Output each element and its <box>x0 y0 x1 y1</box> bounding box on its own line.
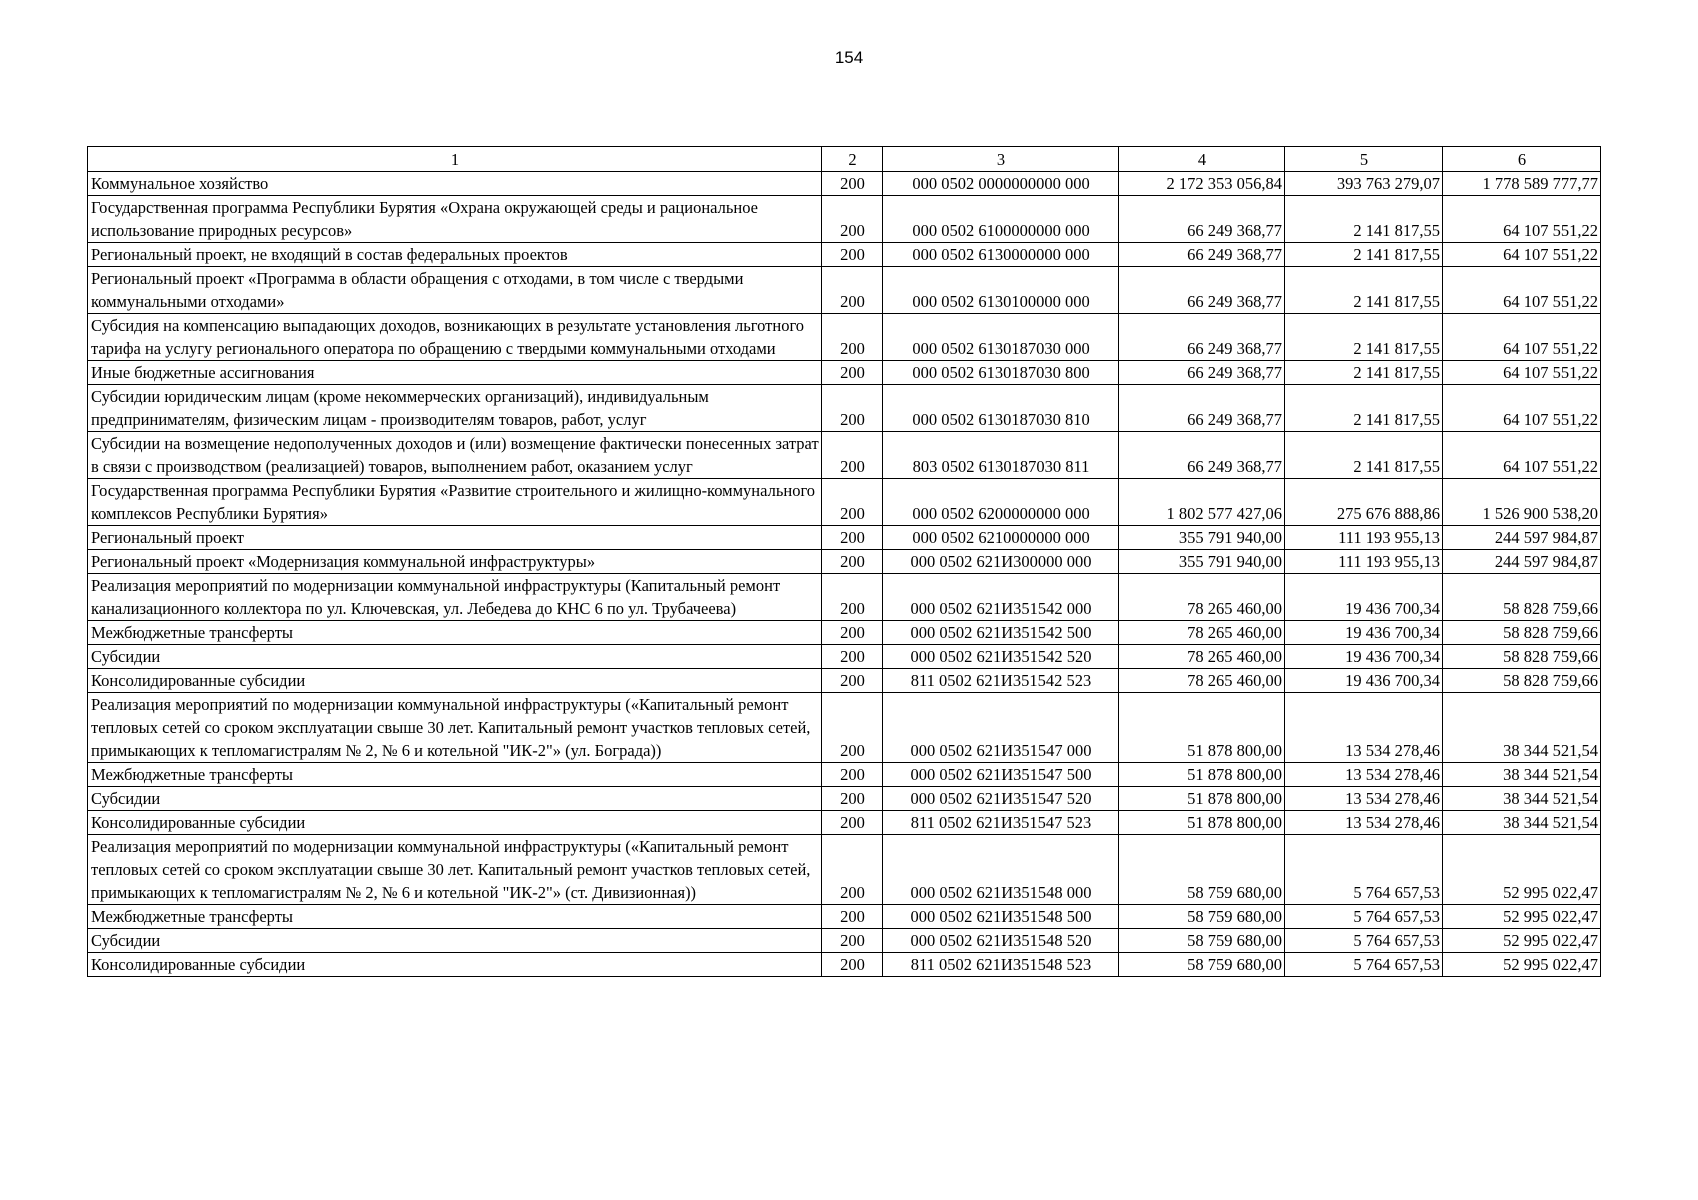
cell-remaining: 58 828 759,66 <box>1443 669 1601 693</box>
cell-amount: 355 791 940,00 <box>1119 526 1285 550</box>
cell-code: 200 <box>822 953 883 977</box>
cell-amount: 355 791 940,00 <box>1119 550 1285 574</box>
cell-kbk: 811 0502 621И351542 523 <box>883 669 1119 693</box>
cell-code: 200 <box>822 669 883 693</box>
cell-executed: 393 763 279,07 <box>1285 172 1443 196</box>
table-row <box>88 953 1601 977</box>
cell-kbk: 000 0502 6130187030 800 <box>883 361 1119 385</box>
cell-amount: 2 172 353 056,84 <box>1119 172 1285 196</box>
column-header: 2 <box>822 147 883 172</box>
cell-kbk: 000 0502 6130187030 000 <box>883 314 1119 361</box>
cell-executed: 2 141 817,55 <box>1285 196 1443 243</box>
cell-code: 200 <box>822 574 883 621</box>
cell-remaining: 244 597 984,87 <box>1443 526 1601 550</box>
table-row <box>88 621 1601 645</box>
cell-kbk: 000 0502 6130100000 000 <box>883 267 1119 314</box>
cell-code: 200 <box>822 243 883 267</box>
cell-remaining: 64 107 551,22 <box>1443 314 1601 361</box>
table-row <box>88 929 1601 953</box>
cell-amount: 51 878 800,00 <box>1119 763 1285 787</box>
column-header: 6 <box>1443 147 1601 172</box>
cell-name: Коммунальное хозяйство <box>88 172 822 196</box>
cell-code: 200 <box>822 172 883 196</box>
cell-executed: 111 193 955,13 <box>1285 526 1443 550</box>
cell-executed: 19 436 700,34 <box>1285 645 1443 669</box>
cell-executed: 5 764 657,53 <box>1285 953 1443 977</box>
cell-kbk: 000 0502 6210000000 000 <box>883 526 1119 550</box>
cell-executed: 13 534 278,46 <box>1285 763 1443 787</box>
cell-remaining: 38 344 521,54 <box>1443 787 1601 811</box>
cell-amount: 58 759 680,00 <box>1119 835 1285 905</box>
cell-amount: 58 759 680,00 <box>1119 929 1285 953</box>
budget-table <box>87 146 1601 977</box>
cell-executed: 2 141 817,55 <box>1285 361 1443 385</box>
cell-code: 200 <box>822 479 883 526</box>
column-header: 1 <box>88 147 822 172</box>
cell-remaining: 38 344 521,54 <box>1443 763 1601 787</box>
cell-executed: 2 141 817,55 <box>1285 267 1443 314</box>
cell-remaining: 58 828 759,66 <box>1443 574 1601 621</box>
cell-name: Реализация мероприятий по модернизации коммунальной инфраструктуры («Капитальный ремонт тепловых сетей со сроком эксплуатации свыше 30 лет. Капитальный ремонт участков тепловых сетей, примыкающих к тепломагистралям № 2, № 6 и котельной "ИК-2"» (ул. Бограда)) <box>88 693 822 763</box>
header-row <box>88 147 1601 172</box>
cell-kbk: 000 0502 621И351548 000 <box>883 835 1119 905</box>
table-row <box>88 314 1601 361</box>
cell-kbk: 000 0502 621И351548 500 <box>883 905 1119 929</box>
cell-name: Региональный проект «Программа в области обращения с отходами, в том числе с твердыми коммунальными отходами» <box>88 267 822 314</box>
cell-code: 200 <box>822 929 883 953</box>
cell-name: Субсидии на возмещение недополученных доходов и (или) возмещение фактически понесенных затрат в связи с производством (реализацией) товаров, выполнением работ, оказанием услуг <box>88 432 822 479</box>
cell-executed: 13 534 278,46 <box>1285 787 1443 811</box>
column-header: 4 <box>1119 147 1285 172</box>
cell-code: 200 <box>822 693 883 763</box>
table-row <box>88 763 1601 787</box>
table-row <box>88 196 1601 243</box>
table-row <box>88 243 1601 267</box>
cell-remaining: 38 344 521,54 <box>1443 693 1601 763</box>
cell-name: Субсидии <box>88 929 822 953</box>
cell-name: Межбюджетные трансферты <box>88 905 822 929</box>
cell-remaining: 64 107 551,22 <box>1443 196 1601 243</box>
cell-kbk: 000 0502 621И351548 520 <box>883 929 1119 953</box>
cell-executed: 275 676 888,86 <box>1285 479 1443 526</box>
cell-code: 200 <box>822 763 883 787</box>
table-body <box>88 172 1601 977</box>
table-row <box>88 526 1601 550</box>
cell-remaining: 64 107 551,22 <box>1443 267 1601 314</box>
cell-amount: 78 265 460,00 <box>1119 621 1285 645</box>
cell-name: Консолидированные субсидии <box>88 669 822 693</box>
cell-executed: 2 141 817,55 <box>1285 432 1443 479</box>
table-row <box>88 432 1601 479</box>
column-header: 3 <box>883 147 1119 172</box>
column-header: 5 <box>1285 147 1443 172</box>
cell-code: 200 <box>822 432 883 479</box>
cell-remaining: 64 107 551,22 <box>1443 385 1601 432</box>
cell-amount: 66 249 368,77 <box>1119 196 1285 243</box>
cell-name: Региональный проект «Модернизация коммунальной инфраструктуры» <box>88 550 822 574</box>
cell-executed: 13 534 278,46 <box>1285 811 1443 835</box>
cell-executed: 5 764 657,53 <box>1285 929 1443 953</box>
cell-executed: 19 436 700,34 <box>1285 574 1443 621</box>
cell-name: Субсидии <box>88 645 822 669</box>
cell-name: Иные бюджетные ассигнования <box>88 361 822 385</box>
cell-name: Субсидии <box>88 787 822 811</box>
cell-kbk: 000 0502 6130187030 810 <box>883 385 1119 432</box>
table-row <box>88 835 1601 905</box>
cell-code: 200 <box>822 267 883 314</box>
cell-executed: 13 534 278,46 <box>1285 693 1443 763</box>
cell-kbk: 811 0502 621И351548 523 <box>883 953 1119 977</box>
cell-name: Реализация мероприятий по модернизации коммунальной инфраструктуры (Капитальный ремонт канализационного коллектора по ул. Ключевская, ул. Лебедева до КНС 6 по ул. Трубачеева) <box>88 574 822 621</box>
cell-kbk: 000 0502 621И300000 000 <box>883 550 1119 574</box>
cell-remaining: 58 828 759,66 <box>1443 645 1601 669</box>
cell-amount: 66 249 368,77 <box>1119 267 1285 314</box>
cell-name: Реализация мероприятий по модернизации коммунальной инфраструктуры («Капитальный ремонт тепловых сетей со сроком эксплуатации свыше 30 лет. Капитальный ремонт участков тепловых сетей, примыкающих к тепломагистралям № 2, № 6 и котельной "ИК-2"» (ст. Дивизионная)) <box>88 835 822 905</box>
cell-kbk: 000 0502 621И351547 500 <box>883 763 1119 787</box>
table-row <box>88 385 1601 432</box>
cell-code: 200 <box>822 905 883 929</box>
cell-code: 200 <box>822 621 883 645</box>
cell-kbk: 811 0502 621И351547 523 <box>883 811 1119 835</box>
table-row <box>88 645 1601 669</box>
table-row <box>88 172 1601 196</box>
cell-name: Государственная программа Республики Бурятия «Развитие строительного и жилищно-коммунального комплексов Республики Бурятия» <box>88 479 822 526</box>
table-row <box>88 811 1601 835</box>
cell-kbk: 000 0502 621И351547 000 <box>883 693 1119 763</box>
table-row <box>88 479 1601 526</box>
cell-executed: 5 764 657,53 <box>1285 905 1443 929</box>
table-row <box>88 693 1601 763</box>
cell-amount: 66 249 368,77 <box>1119 361 1285 385</box>
cell-name: Субсидия на компенсацию выпадающих доходов, возникающих в результате установления льготного тарифа на услугу регионального оператора по обращению с твердыми коммунальными отходами <box>88 314 822 361</box>
cell-amount: 58 759 680,00 <box>1119 905 1285 929</box>
cell-amount: 51 878 800,00 <box>1119 693 1285 763</box>
cell-name: Консолидированные субсидии <box>88 953 822 977</box>
cell-amount: 78 265 460,00 <box>1119 574 1285 621</box>
cell-amount: 66 249 368,77 <box>1119 243 1285 267</box>
cell-executed: 5 764 657,53 <box>1285 835 1443 905</box>
cell-name: Региональный проект, не входящий в состав федеральных проектов <box>88 243 822 267</box>
cell-amount: 51 878 800,00 <box>1119 787 1285 811</box>
page-number: 154 <box>834 48 864 67</box>
cell-remaining: 58 828 759,66 <box>1443 621 1601 645</box>
cell-remaining: 64 107 551,22 <box>1443 432 1601 479</box>
cell-remaining: 52 995 022,47 <box>1443 835 1601 905</box>
cell-amount: 51 878 800,00 <box>1119 811 1285 835</box>
cell-name: Консолидированные субсидии <box>88 811 822 835</box>
cell-code: 200 <box>822 314 883 361</box>
cell-remaining: 1 526 900 538,20 <box>1443 479 1601 526</box>
cell-remaining: 64 107 551,22 <box>1443 361 1601 385</box>
cell-kbk: 803 0502 6130187030 811 <box>883 432 1119 479</box>
cell-name: Субсидии юридическим лицам (кроме некоммерческих организаций), индивидуальным предпринимателям, физическим лицам - производителям товаров, работ, услуг <box>88 385 822 432</box>
cell-kbk: 000 0502 621И351542 520 <box>883 645 1119 669</box>
cell-name: Государственная программа Республики Бурятия «Охрана окружающей среды и рациональное использование природных ресурсов» <box>88 196 822 243</box>
cell-kbk: 000 0502 6200000000 000 <box>883 479 1119 526</box>
cell-kbk: 000 0502 6130000000 000 <box>883 243 1119 267</box>
cell-remaining: 52 995 022,47 <box>1443 929 1601 953</box>
cell-executed: 2 141 817,55 <box>1285 385 1443 432</box>
cell-code: 200 <box>822 645 883 669</box>
table-row <box>88 361 1601 385</box>
cell-amount: 66 249 368,77 <box>1119 432 1285 479</box>
cell-name: Межбюджетные трансферты <box>88 621 822 645</box>
cell-kbk: 000 0502 6100000000 000 <box>883 196 1119 243</box>
cell-code: 200 <box>822 811 883 835</box>
cell-amount: 1 802 577 427,06 <box>1119 479 1285 526</box>
cell-amount: 66 249 368,77 <box>1119 314 1285 361</box>
cell-remaining: 244 597 984,87 <box>1443 550 1601 574</box>
cell-executed: 19 436 700,34 <box>1285 669 1443 693</box>
cell-executed: 19 436 700,34 <box>1285 621 1443 645</box>
cell-code: 200 <box>822 385 883 432</box>
table-row <box>88 550 1601 574</box>
table-row <box>88 905 1601 929</box>
cell-amount: 78 265 460,00 <box>1119 669 1285 693</box>
cell-kbk: 000 0502 0000000000 000 <box>883 172 1119 196</box>
cell-name: Межбюджетные трансферты <box>88 763 822 787</box>
cell-kbk: 000 0502 621И351547 520 <box>883 787 1119 811</box>
cell-remaining: 38 344 521,54 <box>1443 811 1601 835</box>
cell-executed: 2 141 817,55 <box>1285 314 1443 361</box>
cell-code: 200 <box>822 196 883 243</box>
cell-code: 200 <box>822 835 883 905</box>
table-row <box>88 574 1601 621</box>
cell-executed: 111 193 955,13 <box>1285 550 1443 574</box>
cell-code: 200 <box>822 550 883 574</box>
cell-remaining: 1 778 589 777,77 <box>1443 172 1601 196</box>
cell-code: 200 <box>822 526 883 550</box>
cell-amount: 58 759 680,00 <box>1119 953 1285 977</box>
cell-code: 200 <box>822 361 883 385</box>
table-row <box>88 669 1601 693</box>
table-row <box>88 267 1601 314</box>
cell-amount: 66 249 368,77 <box>1119 385 1285 432</box>
cell-kbk: 000 0502 621И351542 000 <box>883 574 1119 621</box>
cell-amount: 78 265 460,00 <box>1119 645 1285 669</box>
cell-name: Региональный проект <box>88 526 822 550</box>
cell-kbk: 000 0502 621И351542 500 <box>883 621 1119 645</box>
cell-remaining: 52 995 022,47 <box>1443 953 1601 977</box>
table-row <box>88 787 1601 811</box>
cell-executed: 2 141 817,55 <box>1285 243 1443 267</box>
cell-remaining: 64 107 551,22 <box>1443 243 1601 267</box>
cell-code: 200 <box>822 787 883 811</box>
cell-remaining: 52 995 022,47 <box>1443 905 1601 929</box>
